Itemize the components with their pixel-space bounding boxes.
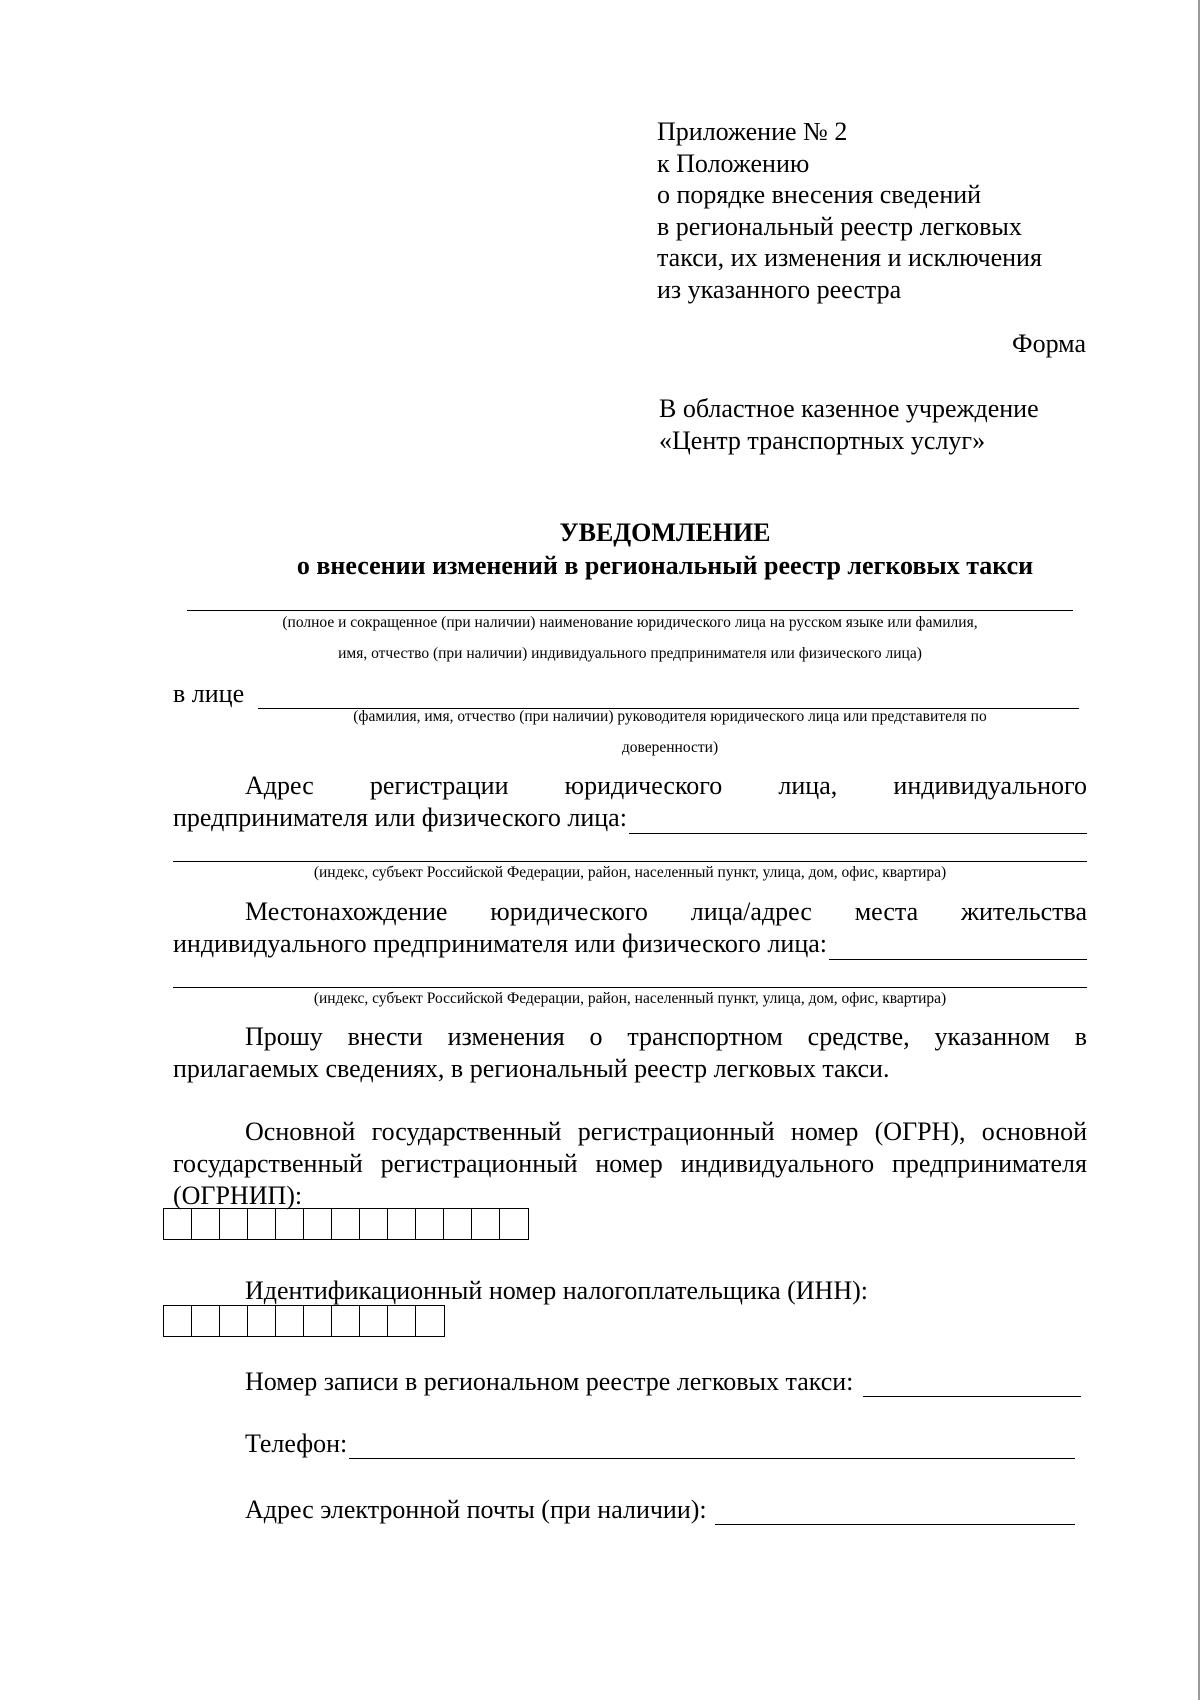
ogrn-digit-cell[interactable] — [444, 1209, 472, 1239]
phone-field[interactable] — [349, 1434, 1075, 1459]
request-text: прилагаемых сведениях, в региональный реестр легковых такси. — [173, 1054, 890, 1083]
applicant-caption: имя, отчество (при наличии) индивидуального предпринимателя или физического лица) — [338, 645, 922, 662]
ogrn-digit-cell[interactable] — [276, 1209, 304, 1239]
ogrn-digit-cell[interactable] — [500, 1209, 528, 1239]
inn-digit-cell[interactable] — [220, 1306, 248, 1336]
request-block — [173, 1021, 1087, 1085]
ogrn-digit-cell[interactable] — [472, 1209, 500, 1239]
email-field[interactable] — [715, 1500, 1075, 1525]
registration-address-caption: (индекс, субъект Российской Федерации, район, населенный пункт, улица, дом, офис, квартира) — [313, 864, 947, 881]
inn-digit-cell[interactable] — [416, 1306, 444, 1336]
applicant-name-field[interactable] — [187, 610, 1073, 611]
inn-label: Идентификационный номер налогоплательщика (ИНН): — [245, 1276, 868, 1305]
ogrn-digit-cell[interactable] — [192, 1209, 220, 1239]
representative-label: в лице — [173, 679, 245, 708]
ogrn-digit-boxes[interactable] — [163, 1208, 529, 1240]
location-text: Местонахождение юридического лица/адрес места жительства — [245, 897, 1087, 926]
representative-caption: (фамилия, имя, отчество (при наличии) руководителя юридического лица или представителя по — [353, 708, 987, 725]
registration-address-label: предпринимателя или физического лица: — [173, 803, 627, 832]
appendix-line: в региональный реестр легковых — [657, 211, 1022, 241]
registry-number-label: Номер записи в региональном реестре легковых такси: — [245, 1367, 854, 1396]
addressee-line: В областное казенное учреждение — [659, 394, 1039, 423]
applicant-caption: (полное и сокращенное (при наличии) наименование юридического лица на русском языке или фамилия, — [282, 614, 978, 631]
location-field[interactable] — [829, 935, 1087, 960]
inn-digit-cell[interactable] — [276, 1306, 304, 1336]
ogrn-digit-cell[interactable] — [304, 1209, 332, 1239]
ogrn-label: (ОГРНИП): — [173, 1181, 303, 1210]
ogrn-digit-cell[interactable] — [388, 1209, 416, 1239]
registry-number-field[interactable] — [863, 1372, 1081, 1397]
appendix-line: к Положению — [657, 148, 810, 178]
inn-digit-cell[interactable] — [332, 1306, 360, 1336]
ogrn-digit-cell[interactable] — [332, 1209, 360, 1239]
appendix-line: Приложение № 2 — [657, 117, 848, 146]
ogrn-text: Основной государственный регистрационный номер (ОГРН), основной — [245, 1117, 1087, 1146]
email-label: Адрес электронной почты (при наличии): — [245, 1495, 707, 1524]
appendix-line: из указанного реестра — [657, 274, 902, 304]
appendix-line: такси, их изменения и исключения — [657, 243, 1042, 272]
location-block — [173, 896, 1087, 960]
addressee-line: «Центр транспортных услуг» — [659, 425, 986, 455]
document-title: УВЕДОМЛЕНИЕ — [559, 518, 771, 547]
registration-address-row — [173, 802, 1087, 834]
location-label: индивидуального предпринимателя или физического лица: — [173, 929, 827, 958]
location-row — [173, 928, 1087, 960]
ogrn-digit-cell[interactable] — [248, 1209, 276, 1239]
registration-address-field[interactable] — [629, 809, 1087, 834]
inn-digit-cell[interactable] — [304, 1306, 332, 1336]
inn-digit-boxes[interactable] — [163, 1305, 445, 1337]
phone-row — [245, 1429, 1075, 1459]
form-label: Форма — [1012, 329, 1086, 358]
registry-number-row — [245, 1367, 1081, 1397]
registration-address-block — [173, 770, 1087, 834]
email-row — [245, 1495, 1075, 1525]
ogrn-text: государственный регистрационный номер индивидуального предпринимателя — [173, 1149, 1087, 1178]
location-field-line2[interactable] — [173, 987, 1087, 988]
ogrn-block — [173, 1116, 1087, 1212]
registration-address-field-line2[interactable] — [173, 861, 1087, 862]
ogrn-digit-cell[interactable] — [220, 1209, 248, 1239]
phone-label: Телефон: — [245, 1429, 348, 1458]
inn-digit-cell[interactable] — [164, 1306, 192, 1336]
location-caption: (индекс, субъект Российской Федерации, район, населенный пункт, улица, дом, офис, квартира) — [313, 990, 947, 1007]
appendix-block — [657, 116, 1042, 305]
inn-digit-cell[interactable] — [360, 1306, 388, 1336]
inn-digit-cell[interactable] — [192, 1306, 220, 1336]
representative-row — [173, 679, 1079, 709]
ogrn-digit-cell[interactable] — [360, 1209, 388, 1239]
representative-caption: доверенности) — [621, 739, 719, 756]
request-text: Прошу внести изменения о транспортном средстве, указанном в — [245, 1022, 1087, 1051]
inn-digit-cell[interactable] — [388, 1306, 416, 1336]
ogrn-digit-cell[interactable] — [416, 1209, 444, 1239]
addressee-block — [659, 393, 1039, 456]
registration-address-text: Адрес регистрации юридического лица, индивидуального — [245, 771, 1087, 800]
appendix-line: о порядке внесения сведений — [657, 180, 982, 209]
inn-digit-cell[interactable] — [248, 1306, 276, 1336]
document-subtitle: о внесении изменений в региональный реестр легковых такси — [296, 551, 1034, 580]
representative-field[interactable] — [258, 684, 1079, 709]
ogrn-digit-cell[interactable] — [164, 1209, 192, 1239]
